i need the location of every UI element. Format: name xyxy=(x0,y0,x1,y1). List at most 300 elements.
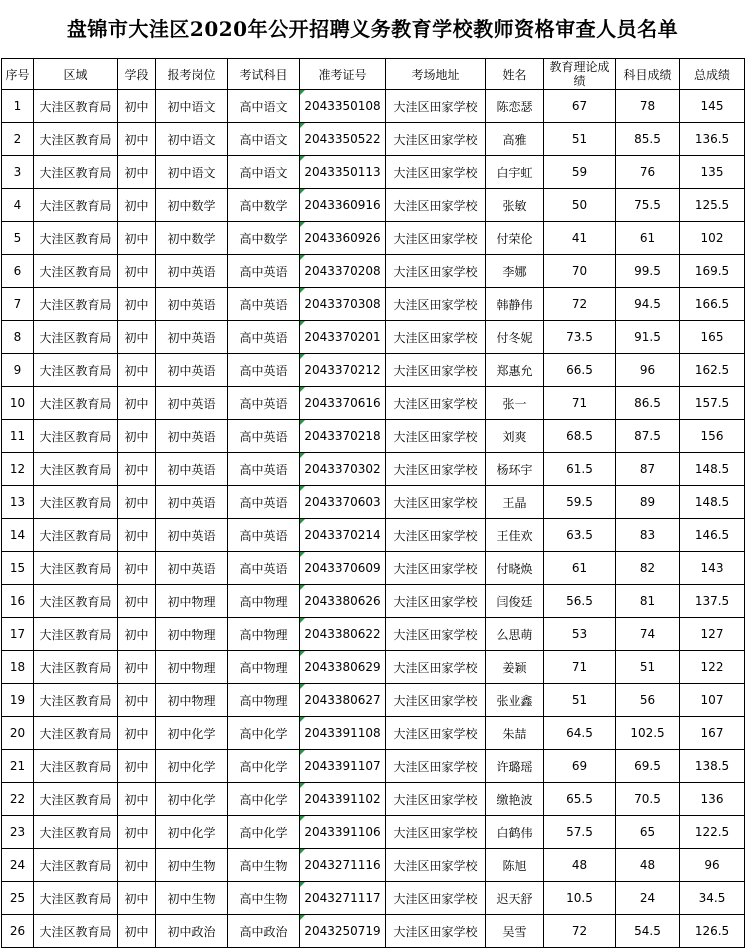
seq-cell[interactable]: 21 xyxy=(2,750,34,783)
stage-cell[interactable]: 初中 xyxy=(118,684,156,717)
seq-cell[interactable]: 12 xyxy=(2,453,34,486)
seq-cell[interactable]: 16 xyxy=(2,585,34,618)
subject-score-cell[interactable]: 69.5 xyxy=(616,750,680,783)
subject-score-cell[interactable]: 96 xyxy=(616,354,680,387)
subject-cell[interactable]: 高中英语 xyxy=(228,519,300,552)
total-score-cell[interactable]: 146.5 xyxy=(680,519,745,552)
area-cell[interactable]: 大洼区教育局 xyxy=(34,156,118,189)
stage-cell[interactable]: 初中 xyxy=(118,750,156,783)
exam-location-cell[interactable]: 大洼区田家学校 xyxy=(386,552,486,585)
stage-cell[interactable]: 初中 xyxy=(118,651,156,684)
exam-location-cell[interactable]: 大洼区田家学校 xyxy=(386,453,486,486)
seq-cell[interactable]: 4 xyxy=(2,189,34,222)
stage-cell[interactable]: 初中 xyxy=(118,255,156,288)
theory-score-cell[interactable]: 63.5 xyxy=(544,519,616,552)
area-cell[interactable]: 大洼区教育局 xyxy=(34,651,118,684)
position-cell[interactable]: 初中物理 xyxy=(156,684,228,717)
area-cell[interactable]: 大洼区教育局 xyxy=(34,552,118,585)
seq-cell[interactable]: 23 xyxy=(2,816,34,849)
subject-score-cell[interactable]: 83 xyxy=(616,519,680,552)
exam-number-cell[interactable]: 2043380629 xyxy=(300,651,386,684)
subject-cell[interactable]: 高中化学 xyxy=(228,717,300,750)
stage-cell[interactable]: 初中 xyxy=(118,486,156,519)
position-cell[interactable]: 初中英语 xyxy=(156,552,228,585)
total-score-cell[interactable]: 138.5 xyxy=(680,750,745,783)
name-cell[interactable]: 迟天舒 xyxy=(486,882,544,915)
exam-location-cell[interactable]: 大洼区田家学校 xyxy=(386,90,486,123)
total-score-cell[interactable]: 137.5 xyxy=(680,585,745,618)
exam-number-cell[interactable]: 2043370616 xyxy=(300,387,386,420)
name-cell[interactable]: 郑惠允 xyxy=(486,354,544,387)
seq-cell[interactable]: 22 xyxy=(2,783,34,816)
total-score-cell[interactable]: 166.5 xyxy=(680,288,745,321)
position-cell[interactable]: 初中化学 xyxy=(156,750,228,783)
theory-score-cell[interactable]: 51 xyxy=(544,123,616,156)
subject-cell[interactable]: 高中英语 xyxy=(228,420,300,453)
exam-location-cell[interactable]: 大洼区田家学校 xyxy=(386,387,486,420)
name-cell[interactable]: 王晶 xyxy=(486,486,544,519)
subject-score-cell[interactable]: 78 xyxy=(616,90,680,123)
header-exam-number[interactable]: 准考证号 xyxy=(300,59,386,90)
theory-score-cell[interactable]: 72 xyxy=(544,915,616,948)
subject-cell[interactable]: 高中数学 xyxy=(228,222,300,255)
name-cell[interactable]: 吴雪 xyxy=(486,915,544,948)
theory-score-cell[interactable]: 70 xyxy=(544,255,616,288)
seq-cell[interactable]: 18 xyxy=(2,651,34,684)
position-cell[interactable]: 初中英语 xyxy=(156,486,228,519)
area-cell[interactable]: 大洼区教育局 xyxy=(34,453,118,486)
exam-number-cell[interactable]: 2043370609 xyxy=(300,552,386,585)
header-position[interactable]: 报考岗位 xyxy=(156,59,228,90)
stage-cell[interactable]: 初中 xyxy=(118,519,156,552)
seq-cell[interactable]: 10 xyxy=(2,387,34,420)
name-cell[interactable]: 白鹤伟 xyxy=(486,816,544,849)
exam-number-cell[interactable]: 2043380626 xyxy=(300,585,386,618)
total-score-cell[interactable]: 145 xyxy=(680,90,745,123)
name-cell[interactable]: 姜颖 xyxy=(486,651,544,684)
theory-score-cell[interactable]: 41 xyxy=(544,222,616,255)
exam-number-cell[interactable]: 2043350113 xyxy=(300,156,386,189)
header-area[interactable]: 区域 xyxy=(34,59,118,90)
subject-score-cell[interactable]: 102.5 xyxy=(616,717,680,750)
exam-location-cell[interactable]: 大洼区田家学校 xyxy=(386,783,486,816)
total-score-cell[interactable]: 102 xyxy=(680,222,745,255)
stage-cell[interactable]: 初中 xyxy=(118,222,156,255)
exam-location-cell[interactable]: 大洼区田家学校 xyxy=(386,189,486,222)
subject-score-cell[interactable]: 24 xyxy=(616,882,680,915)
theory-score-cell[interactable]: 68.5 xyxy=(544,420,616,453)
position-cell[interactable]: 初中英语 xyxy=(156,321,228,354)
stage-cell[interactable]: 初中 xyxy=(118,816,156,849)
area-cell[interactable]: 大洼区教育局 xyxy=(34,585,118,618)
theory-score-cell[interactable]: 50 xyxy=(544,189,616,222)
header-subject[interactable]: 考试科目 xyxy=(228,59,300,90)
exam-location-cell[interactable]: 大洼区田家学校 xyxy=(386,717,486,750)
area-cell[interactable]: 大洼区教育局 xyxy=(34,189,118,222)
subject-cell[interactable]: 高中英语 xyxy=(228,387,300,420)
area-cell[interactable]: 大洼区教育局 xyxy=(34,123,118,156)
total-score-cell[interactable]: 122.5 xyxy=(680,816,745,849)
stage-cell[interactable]: 初中 xyxy=(118,189,156,222)
area-cell[interactable]: 大洼区教育局 xyxy=(34,783,118,816)
header-theory-score[interactable]: 教育理论成绩 xyxy=(544,59,616,90)
exam-location-cell[interactable]: 大洼区田家学校 xyxy=(386,222,486,255)
exam-location-cell[interactable]: 大洼区田家学校 xyxy=(386,618,486,651)
name-cell[interactable]: 付荣伦 xyxy=(486,222,544,255)
exam-number-cell[interactable]: 2043360926 xyxy=(300,222,386,255)
stage-cell[interactable]: 初中 xyxy=(118,453,156,486)
position-cell[interactable]: 初中物理 xyxy=(156,618,228,651)
theory-score-cell[interactable]: 73.5 xyxy=(544,321,616,354)
stage-cell[interactable]: 初中 xyxy=(118,123,156,156)
stage-cell[interactable]: 初中 xyxy=(118,717,156,750)
area-cell[interactable]: 大洼区教育局 xyxy=(34,882,118,915)
theory-score-cell[interactable]: 51 xyxy=(544,684,616,717)
name-cell[interactable]: 朱喆 xyxy=(486,717,544,750)
subject-cell[interactable]: 高中物理 xyxy=(228,651,300,684)
subject-cell[interactable]: 高中物理 xyxy=(228,585,300,618)
stage-cell[interactable]: 初中 xyxy=(118,618,156,651)
position-cell[interactable]: 初中化学 xyxy=(156,783,228,816)
position-cell[interactable]: 初中语文 xyxy=(156,156,228,189)
position-cell[interactable]: 初中英语 xyxy=(156,387,228,420)
header-exam-location[interactable]: 考场地址 xyxy=(386,59,486,90)
subject-score-cell[interactable]: 85.5 xyxy=(616,123,680,156)
exam-location-cell[interactable]: 大洼区田家学校 xyxy=(386,816,486,849)
exam-number-cell[interactable]: 2043350108 xyxy=(300,90,386,123)
exam-number-cell[interactable]: 2043391106 xyxy=(300,816,386,849)
seq-cell[interactable]: 17 xyxy=(2,618,34,651)
area-cell[interactable]: 大洼区教育局 xyxy=(34,849,118,882)
name-cell[interactable]: 缴艳波 xyxy=(486,783,544,816)
seq-cell[interactable]: 8 xyxy=(2,321,34,354)
total-score-cell[interactable]: 136 xyxy=(680,783,745,816)
exam-location-cell[interactable]: 大洼区田家学校 xyxy=(386,486,486,519)
subject-cell[interactable]: 高中英语 xyxy=(228,552,300,585)
total-score-cell[interactable]: 157.5 xyxy=(680,387,745,420)
subject-cell[interactable]: 高中语文 xyxy=(228,123,300,156)
subject-score-cell[interactable]: 51 xyxy=(616,651,680,684)
total-score-cell[interactable]: 162.5 xyxy=(680,354,745,387)
name-cell[interactable]: 高雅 xyxy=(486,123,544,156)
exam-location-cell[interactable]: 大洼区田家学校 xyxy=(386,519,486,552)
exam-number-cell[interactable]: 2043370208 xyxy=(300,255,386,288)
theory-score-cell[interactable]: 57.5 xyxy=(544,816,616,849)
seq-cell[interactable]: 3 xyxy=(2,156,34,189)
subject-score-cell[interactable]: 48 xyxy=(616,849,680,882)
total-score-cell[interactable]: 122 xyxy=(680,651,745,684)
exam-number-cell[interactable]: 2043360916 xyxy=(300,189,386,222)
exam-location-cell[interactable]: 大洼区田家学校 xyxy=(386,123,486,156)
theory-score-cell[interactable]: 61.5 xyxy=(544,453,616,486)
subject-score-cell[interactable]: 94.5 xyxy=(616,288,680,321)
stage-cell[interactable]: 初中 xyxy=(118,387,156,420)
area-cell[interactable]: 大洼区教育局 xyxy=(34,354,118,387)
exam-location-cell[interactable]: 大洼区田家学校 xyxy=(386,420,486,453)
subject-score-cell[interactable]: 81 xyxy=(616,585,680,618)
theory-score-cell[interactable]: 65.5 xyxy=(544,783,616,816)
seq-cell[interactable]: 26 xyxy=(2,915,34,948)
area-cell[interactable]: 大洼区教育局 xyxy=(34,519,118,552)
subject-cell[interactable]: 高中英语 xyxy=(228,453,300,486)
seq-cell[interactable]: 5 xyxy=(2,222,34,255)
seq-cell[interactable]: 13 xyxy=(2,486,34,519)
subject-score-cell[interactable]: 74 xyxy=(616,618,680,651)
total-score-cell[interactable]: 34.5 xyxy=(680,882,745,915)
name-cell[interactable]: 王佳欢 xyxy=(486,519,544,552)
position-cell[interactable]: 初中英语 xyxy=(156,255,228,288)
seq-cell[interactable]: 1 xyxy=(2,90,34,123)
stage-cell[interactable]: 初中 xyxy=(118,585,156,618)
subject-score-cell[interactable]: 91.5 xyxy=(616,321,680,354)
exam-location-cell[interactable]: 大洼区田家学校 xyxy=(386,849,486,882)
exam-location-cell[interactable]: 大洼区田家学校 xyxy=(386,750,486,783)
subject-score-cell[interactable]: 70.5 xyxy=(616,783,680,816)
stage-cell[interactable]: 初中 xyxy=(118,156,156,189)
header-name[interactable]: 姓名 xyxy=(486,59,544,90)
seq-cell[interactable]: 6 xyxy=(2,255,34,288)
subject-score-cell[interactable]: 56 xyxy=(616,684,680,717)
area-cell[interactable]: 大洼区教育局 xyxy=(34,486,118,519)
area-cell[interactable]: 大洼区教育局 xyxy=(34,618,118,651)
subject-score-cell[interactable]: 86.5 xyxy=(616,387,680,420)
position-cell[interactable]: 初中物理 xyxy=(156,651,228,684)
area-cell[interactable]: 大洼区教育局 xyxy=(34,717,118,750)
area-cell[interactable]: 大洼区教育局 xyxy=(34,387,118,420)
total-score-cell[interactable]: 143 xyxy=(680,552,745,585)
exam-location-cell[interactable]: 大洼区田家学校 xyxy=(386,651,486,684)
exam-number-cell[interactable]: 2043380627 xyxy=(300,684,386,717)
area-cell[interactable]: 大洼区教育局 xyxy=(34,750,118,783)
seq-cell[interactable]: 24 xyxy=(2,849,34,882)
seq-cell[interactable]: 7 xyxy=(2,288,34,321)
theory-score-cell[interactable]: 56.5 xyxy=(544,585,616,618)
name-cell[interactable]: 陈旭 xyxy=(486,849,544,882)
theory-score-cell[interactable]: 61 xyxy=(544,552,616,585)
area-cell[interactable]: 大洼区教育局 xyxy=(34,288,118,321)
header-subject-score[interactable]: 科目成绩 xyxy=(616,59,680,90)
subject-score-cell[interactable]: 76 xyxy=(616,156,680,189)
seq-cell[interactable]: 25 xyxy=(2,882,34,915)
name-cell[interactable]: 张业鑫 xyxy=(486,684,544,717)
exam-location-cell[interactable]: 大洼区田家学校 xyxy=(386,156,486,189)
theory-score-cell[interactable]: 10.5 xyxy=(544,882,616,915)
total-score-cell[interactable]: 148.5 xyxy=(680,453,745,486)
position-cell[interactable]: 初中化学 xyxy=(156,816,228,849)
exam-location-cell[interactable]: 大洼区田家学校 xyxy=(386,255,486,288)
total-score-cell[interactable]: 96 xyxy=(680,849,745,882)
seq-cell[interactable]: 11 xyxy=(2,420,34,453)
subject-score-cell[interactable]: 99.5 xyxy=(616,255,680,288)
exam-number-cell[interactable]: 2043370201 xyxy=(300,321,386,354)
exam-location-cell[interactable]: 大洼区田家学校 xyxy=(386,684,486,717)
stage-cell[interactable]: 初中 xyxy=(118,915,156,948)
position-cell[interactable]: 初中物理 xyxy=(156,585,228,618)
theory-score-cell[interactable]: 66.5 xyxy=(544,354,616,387)
area-cell[interactable]: 大洼区教育局 xyxy=(34,420,118,453)
exam-number-cell[interactable]: 2043391107 xyxy=(300,750,386,783)
subject-cell[interactable]: 高中化学 xyxy=(228,750,300,783)
subject-cell[interactable]: 高中英语 xyxy=(228,486,300,519)
name-cell[interactable]: 韩静伟 xyxy=(486,288,544,321)
area-cell[interactable]: 大洼区教育局 xyxy=(34,321,118,354)
theory-score-cell[interactable]: 71 xyxy=(544,387,616,420)
total-score-cell[interactable]: 126.5 xyxy=(680,915,745,948)
stage-cell[interactable]: 初中 xyxy=(118,354,156,387)
seq-cell[interactable]: 2 xyxy=(2,123,34,156)
name-cell[interactable]: 李娜 xyxy=(486,255,544,288)
subject-cell[interactable]: 高中语文 xyxy=(228,156,300,189)
exam-location-cell[interactable]: 大洼区田家学校 xyxy=(386,288,486,321)
position-cell[interactable]: 初中语文 xyxy=(156,123,228,156)
area-cell[interactable]: 大洼区教育局 xyxy=(34,816,118,849)
theory-score-cell[interactable]: 67 xyxy=(544,90,616,123)
theory-score-cell[interactable]: 59 xyxy=(544,156,616,189)
theory-score-cell[interactable]: 72 xyxy=(544,288,616,321)
subject-cell[interactable]: 高中英语 xyxy=(228,354,300,387)
total-score-cell[interactable]: 127 xyxy=(680,618,745,651)
exam-number-cell[interactable]: 2043391102 xyxy=(300,783,386,816)
name-cell[interactable]: 刘爽 xyxy=(486,420,544,453)
exam-number-cell[interactable]: 2043370218 xyxy=(300,420,386,453)
subject-score-cell[interactable]: 82 xyxy=(616,552,680,585)
exam-number-cell[interactable]: 2043370308 xyxy=(300,288,386,321)
subject-score-cell[interactable]: 89 xyxy=(616,486,680,519)
table-body xyxy=(2,90,745,948)
seq-cell[interactable]: 19 xyxy=(2,684,34,717)
exam-number-cell[interactable]: 2043370212 xyxy=(300,354,386,387)
exam-number-cell[interactable]: 2043271116 xyxy=(300,849,386,882)
subject-score-cell[interactable]: 87 xyxy=(616,453,680,486)
subject-cell[interactable]: 高中语文 xyxy=(228,90,300,123)
subject-cell[interactable]: 高中化学 xyxy=(228,783,300,816)
stage-cell[interactable]: 初中 xyxy=(118,420,156,453)
table-row xyxy=(2,585,745,618)
area-cell[interactable]: 大洼区教育局 xyxy=(34,90,118,123)
exam-location-cell[interactable]: 大洼区田家学校 xyxy=(386,354,486,387)
total-score-cell[interactable]: 165 xyxy=(680,321,745,354)
subject-cell[interactable]: 高中物理 xyxy=(228,618,300,651)
theory-score-cell[interactable]: 53 xyxy=(544,618,616,651)
position-cell[interactable]: 初中英语 xyxy=(156,519,228,552)
position-cell[interactable]: 初中生物 xyxy=(156,849,228,882)
stage-cell[interactable]: 初中 xyxy=(118,882,156,915)
name-cell[interactable]: 付晓焕 xyxy=(486,552,544,585)
seq-cell[interactable]: 20 xyxy=(2,717,34,750)
total-score-cell[interactable]: 107 xyxy=(680,684,745,717)
exam-number-cell[interactable]: 2043370302 xyxy=(300,453,386,486)
position-cell[interactable]: 初中数学 xyxy=(156,222,228,255)
name-cell[interactable]: 付冬妮 xyxy=(486,321,544,354)
seq-cell[interactable]: 14 xyxy=(2,519,34,552)
total-score-cell[interactable]: 136.5 xyxy=(680,123,745,156)
position-cell[interactable]: 初中英语 xyxy=(156,354,228,387)
exam-number-cell[interactable]: 2043370603 xyxy=(300,486,386,519)
subject-score-cell[interactable]: 75.5 xyxy=(616,189,680,222)
name-cell[interactable]: 张一 xyxy=(486,387,544,420)
exam-location-cell[interactable]: 大洼区田家学校 xyxy=(386,585,486,618)
subject-cell[interactable]: 高中数学 xyxy=(228,189,300,222)
theory-score-cell[interactable]: 48 xyxy=(544,849,616,882)
theory-score-cell[interactable]: 59.5 xyxy=(544,486,616,519)
exam-location-cell[interactable]: 大洼区田家学校 xyxy=(386,882,486,915)
subject-score-cell[interactable]: 65 xyxy=(616,816,680,849)
name-cell[interactable]: 闫俊廷 xyxy=(486,585,544,618)
position-cell[interactable]: 初中英语 xyxy=(156,288,228,321)
position-cell[interactable]: 初中政治 xyxy=(156,915,228,948)
exam-number-cell[interactable]: 2043380622 xyxy=(300,618,386,651)
seq-cell[interactable]: 15 xyxy=(2,552,34,585)
name-cell[interactable]: 陈恋瑟 xyxy=(486,90,544,123)
table-row xyxy=(2,387,745,420)
header-seq[interactable]: 序号 xyxy=(2,59,34,90)
seq-cell[interactable]: 9 xyxy=(2,354,34,387)
subject-score-cell[interactable]: 54.5 xyxy=(616,915,680,948)
theory-score-cell[interactable]: 71 xyxy=(544,651,616,684)
exam-number-cell[interactable]: 2043271117 xyxy=(300,882,386,915)
stage-cell[interactable]: 初中 xyxy=(118,288,156,321)
stage-cell[interactable]: 初中 xyxy=(118,552,156,585)
position-cell[interactable]: 初中英语 xyxy=(156,420,228,453)
total-score-cell[interactable]: 148.5 xyxy=(680,486,745,519)
theory-score-cell[interactable]: 69 xyxy=(544,750,616,783)
stage-cell[interactable]: 初中 xyxy=(118,90,156,123)
subject-score-cell[interactable]: 87.5 xyxy=(616,420,680,453)
area-cell[interactable]: 大洼区教育局 xyxy=(34,684,118,717)
subject-cell[interactable]: 高中化学 xyxy=(228,816,300,849)
name-cell[interactable]: 许璐瑶 xyxy=(486,750,544,783)
subject-cell[interactable]: 高中英语 xyxy=(228,321,300,354)
stage-cell[interactable]: 初中 xyxy=(118,321,156,354)
name-cell[interactable]: 张敏 xyxy=(486,189,544,222)
exam-number-cell[interactable]: 2043391108 xyxy=(300,717,386,750)
area-cell[interactable]: 大洼区教育局 xyxy=(34,255,118,288)
exam-number-cell[interactable]: 2043250719 xyxy=(300,915,386,948)
total-score-cell[interactable]: 169.5 xyxy=(680,255,745,288)
position-cell[interactable]: 初中化学 xyxy=(156,717,228,750)
area-cell[interactable]: 大洼区教育局 xyxy=(34,915,118,948)
position-cell[interactable]: 初中生物 xyxy=(156,882,228,915)
area-cell[interactable]: 大洼区教育局 xyxy=(34,222,118,255)
subject-cell[interactable]: 高中英语 xyxy=(228,288,300,321)
theory-score-cell[interactable]: 64.5 xyxy=(544,717,616,750)
exam-number-cell[interactable]: 2043370214 xyxy=(300,519,386,552)
name-cell[interactable]: 么思萌 xyxy=(486,618,544,651)
exam-location-cell[interactable]: 大洼区田家学校 xyxy=(386,915,486,948)
total-score-cell[interactable]: 125.5 xyxy=(680,189,745,222)
exam-location-cell[interactable]: 大洼区田家学校 xyxy=(386,321,486,354)
subject-cell[interactable]: 高中生物 xyxy=(228,882,300,915)
position-cell[interactable]: 初中语文 xyxy=(156,90,228,123)
header-stage[interactable]: 学段 xyxy=(118,59,156,90)
subject-cell[interactable]: 高中物理 xyxy=(228,684,300,717)
stage-cell[interactable]: 初中 xyxy=(118,783,156,816)
name-cell[interactable]: 杨环宇 xyxy=(486,453,544,486)
stage-cell[interactable]: 初中 xyxy=(118,849,156,882)
position-cell[interactable]: 初中英语 xyxy=(156,453,228,486)
total-score-cell[interactable]: 167 xyxy=(680,717,745,750)
header-total-score[interactable]: 总成绩 xyxy=(680,59,745,90)
total-score-cell[interactable]: 135 xyxy=(680,156,745,189)
subject-cell[interactable]: 高中政治 xyxy=(228,915,300,948)
subject-cell[interactable]: 高中生物 xyxy=(228,849,300,882)
total-score-cell[interactable]: 156 xyxy=(680,420,745,453)
exam-number-cell[interactable]: 2043350522 xyxy=(300,123,386,156)
subject-cell[interactable]: 高中英语 xyxy=(228,255,300,288)
name-cell[interactable]: 白宇虹 xyxy=(486,156,544,189)
subject-score-cell[interactable]: 61 xyxy=(616,222,680,255)
position-cell[interactable]: 初中数学 xyxy=(156,189,228,222)
